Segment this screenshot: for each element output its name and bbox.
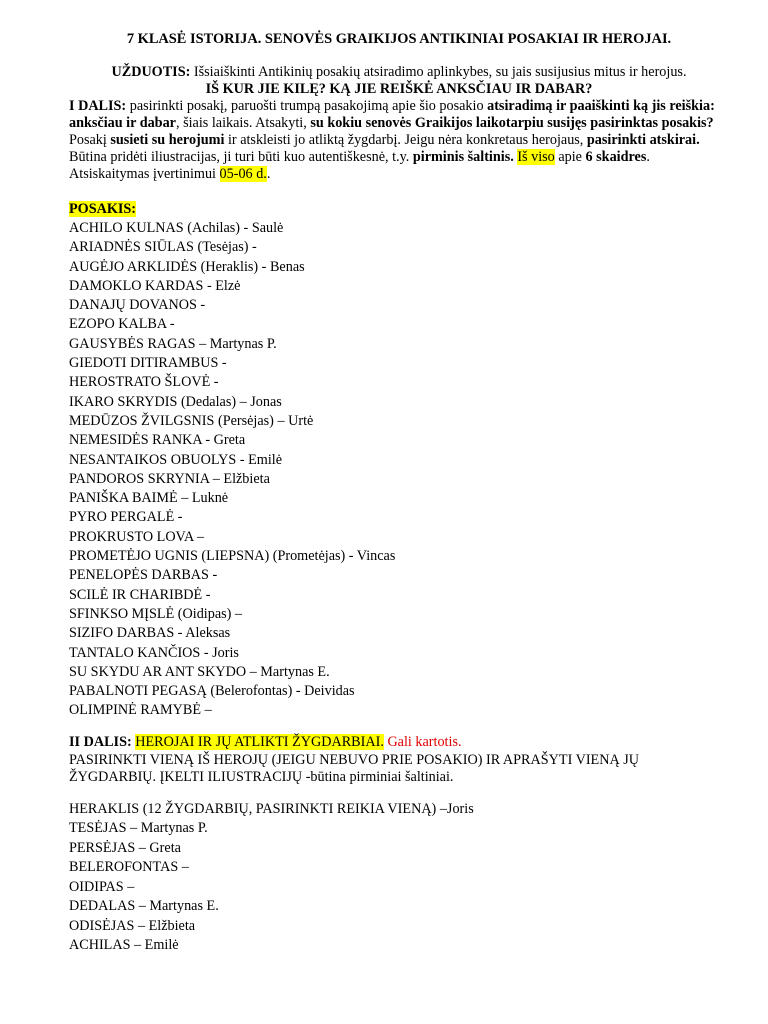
task-paragraph <box>69 64 729 81</box>
saying-item: PROKRUSTO LOVA – <box>69 528 205 545</box>
saying-item: SFINKSO MĮSLĖ (Oidipas) – <box>69 605 243 622</box>
saying-item: OLIMPINĖ RAMYBĖ – <box>69 702 212 719</box>
document-body <box>69 31 729 956</box>
hero-item: DEDALAS – Martynas E. <box>69 898 219 915</box>
saying-item: TANTALO KANČIOS - Joris <box>69 644 239 661</box>
part2-instruction: PASIRINKTI VIENĄ IŠ HEROJŲ (JEIGU NEBUVO PRIE POSAKIO) IR APRAŠYTI VIENĄ JŲ ŽYGDARBIŲ. ĮKELTI ILIUSTRACIJŲ -būtina pirminiai šaltiniai. <box>69 751 640 785</box>
part2-highlight: HEROJAI IR JŲ ATLIKTI ŽYGDARBIAI. <box>135 733 384 750</box>
part1-bold: atsiradimą ir paaiškinti ką jis reiškia: anksčiau ir dabar <box>69 98 715 131</box>
part1-text: Būtina pridėti iliustracijas, ji turi būti kuo autentiškesnė, t.y. <box>69 149 413 165</box>
saying-item: NEMESIDĖS RANKA - Greta <box>69 432 246 449</box>
saying-item: ACHILO KULNAS (Achilas) - Saulė <box>69 220 284 236</box>
saying-item: SIZIFO DARBAS - Aleksas <box>69 625 231 642</box>
part1-bold: pasirinkti atskirai. <box>586 132 700 148</box>
saying-item: PENELOPĖS DARBAS - <box>69 567 218 584</box>
hero-item: HERAKLIS (12 ŽYGDARBIŲ, PASIRINKTI REIKIA VIENĄ) –Joris <box>69 800 474 817</box>
saying-item: PANDOROS SKRYNIA – Elžbieta <box>69 470 270 487</box>
heroes-list <box>69 800 729 956</box>
part2-label: II DALIS: <box>69 733 132 750</box>
saying-item: EZOPO KALBA - <box>69 316 175 333</box>
sayings-list <box>69 219 729 721</box>
part1-paragraph <box>69 98 729 183</box>
part1-deadline-highlight: 05-06 d. <box>219 166 267 182</box>
part1-bold: su kokiu senovės Graikijos laikotarpiu susijęs pasirinktas posakis? <box>310 115 714 131</box>
part1-text: , šiais laikais. Atsakyti, <box>175 115 311 131</box>
part1-bold: susieti su herojumi <box>110 132 225 148</box>
hero-item: PERSĖJAS – Greta <box>69 839 181 856</box>
saying-item: PANIŠKA BAIMĖ – Luknė <box>69 490 229 507</box>
hero-item: OIDIPAS – <box>69 878 135 895</box>
saying-item: DAMOKLO KARDAS - Elzė <box>69 277 241 294</box>
saying-item: ARIADNĖS SIŪLAS (Tesėjas) - <box>69 239 257 256</box>
saying-item: PABALNOTI PEGASĄ (Belerofontas) - Deividas <box>69 683 355 700</box>
saying-item: IKARO SKRYDIS (Dedalas) – Jonas <box>69 393 282 410</box>
task-text: Išsiaiškinti Antikinių posakių atsiradimo aplinkybes, su jais susijusius mitus ir herojus. <box>190 64 687 80</box>
saying-item: HEROSTRATO ŠLOVĖ - <box>69 374 219 391</box>
document-title: 7 KLASĖ ISTORIJA. SENOVĖS GRAIKIJOS ANTIKINIAI POSAKIAI IR HEROJAI. <box>126 31 672 47</box>
part1-text: ir atskleisti jo atliktą žygdarbį. Jeigu nėra konkretaus herojaus, <box>224 132 587 148</box>
saying-item: NESANTAIKOS OBUOLYS - Emilė <box>69 451 283 468</box>
saying-item: GAUSYBĖS RAGAS – Martynas P. <box>69 335 277 352</box>
part1-text: pasirinkti posakį, paruošti trumpą pasakojimą apie šio posakio <box>126 98 488 114</box>
saying-item: SCILĖ IR CHARIBDĖ - <box>69 586 211 603</box>
saying-item: GIEDOTI DITIRAMBUS - <box>69 355 227 372</box>
hero-item: ACHILAS – Emilė <box>69 937 179 954</box>
spacer <box>69 786 729 800</box>
spacer <box>69 183 729 200</box>
part1-text: . <box>266 166 271 182</box>
part2-note: Gali kartotis. <box>383 733 462 750</box>
saying-item: AUGĖJO ARKLIDĖS (Heraklis) - Benas <box>69 258 305 275</box>
part1-bold: 6 skaidres <box>585 149 647 165</box>
part1-bold: pirminis šaltinis. <box>412 149 514 165</box>
saying-item: MEDŪZOS ŽVILGSNIS (Persėjas) – Urtė <box>69 412 314 429</box>
part1-text: apie <box>554 149 586 165</box>
task-label: UŽDUOTIS: <box>111 64 191 80</box>
task-question: IŠ KUR JIE KILĘ? KĄ JIE REIŠKĖ ANKSČIAU IR DABAR? <box>205 81 593 97</box>
part2-heading <box>69 733 729 752</box>
part1-text: Posakį <box>69 132 111 148</box>
saying-item: SU SKYDU AR ANT SKYDO – Martynas E. <box>69 663 330 680</box>
saying-item: PYRO PERGALĖ - <box>69 509 183 526</box>
hero-item: TESĖJAS – Martynas P. <box>69 820 208 837</box>
sayings-heading-text: POSAKIS: <box>69 201 137 217</box>
saying-item: PROMETĖJO UGNIS (LIEPSNA) (Prometėjas) - Vincas <box>69 548 396 565</box>
spacer <box>69 721 729 733</box>
hero-item: BELEROFONTAS – <box>69 859 189 876</box>
part1-text: . Atsiskaitymas įvertinimui <box>69 149 650 182</box>
part1-highlight: Iš viso <box>517 149 555 165</box>
sayings-heading <box>69 200 729 219</box>
hero-item: ODISĖJAS – Elžbieta <box>69 917 196 934</box>
part1-label: I DALIS: <box>69 98 127 114</box>
saying-item: DANAJŲ DOVANOS - <box>69 297 206 314</box>
